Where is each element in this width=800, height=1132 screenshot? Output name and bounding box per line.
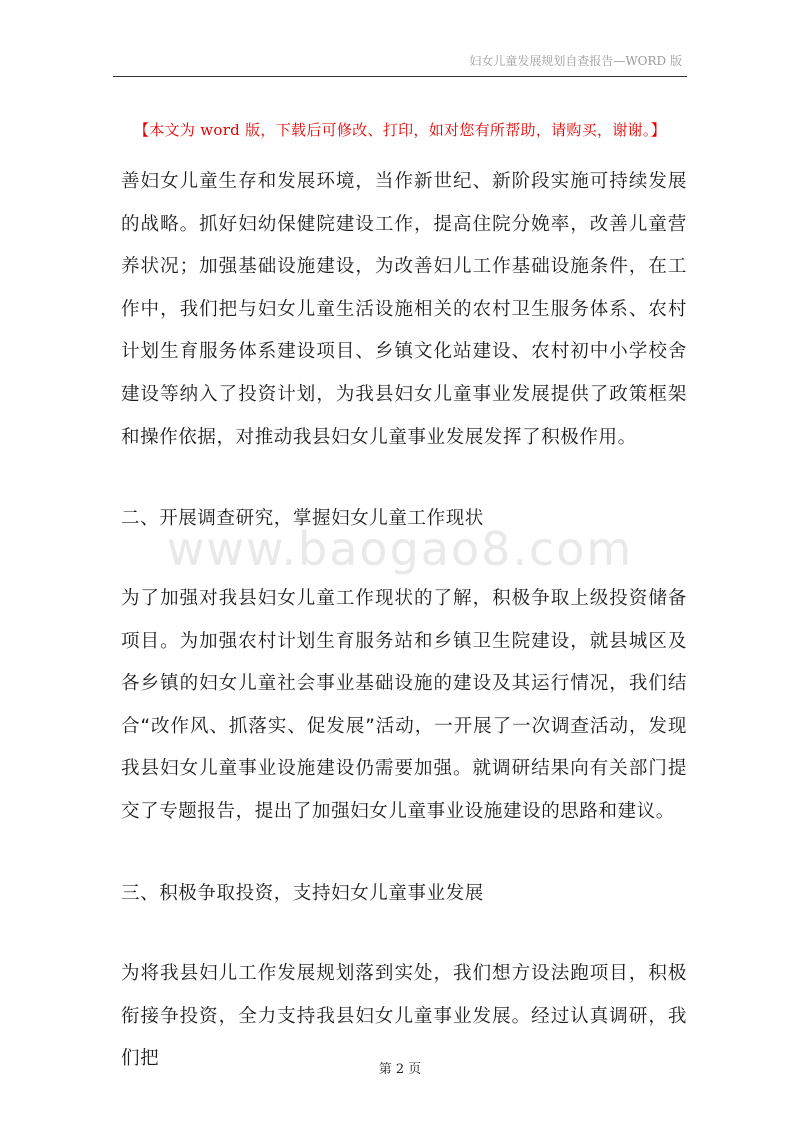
body-paragraph-1: 善妇女儿童生存和发展环境，当作新世纪、新阶段实施可持续发展的战略。抓好妇幼保健院建设工作，提高住院分娩率，改善儿童营养状况；加强基础设施建设，为改善妇儿工作基础设施条件，在工作中，我们把与妇女儿童生活设施相关的农村卫生服务体系、农村计划生育服务体系建设项目、乡镇文化站建设、农村初中小学校舍建设等纳入了投资计划，为我县妇女儿童事业发展提供了政策框架和操作依据，对推动我县妇女儿童事业发展发挥了积极作用。 <box>121 171 687 448</box>
section-heading-2: 二、开展调查研究，掌握妇女儿童工作现状 <box>121 508 484 529</box>
document-header-title: 妇女儿童发展规划自查报告—WORD 版 <box>469 54 682 68</box>
watermark: www.baogao8.com <box>166 522 634 576</box>
header-divider <box>113 76 687 77</box>
section-heading-3: 三、积极争取投资，支持妇女儿童事业发展 <box>121 883 484 904</box>
body-paragraph-3: 为将我县妇儿工作发展规划落到实处，我们想方设法跑项目，积极衔接争投资，全力支持我县妇女儿童事业发展。经过认真调研，我们把 <box>121 963 687 1070</box>
download-notice: 【本文为 word 版，下载后可修改、打印，如对您有所帮助，请购买，谢谢。】 <box>133 121 667 139</box>
page-number: 第 2 页 <box>378 1062 422 1077</box>
body-paragraph-2: 为了加强对我县妇女儿童工作现状的了解，积极争取上级投资储备项目。为加强农村计划生育服务站和乡镇卫生院建设，就县城区及各乡镇的妇女儿童社会事业基础设施的建设及其运行情况，我们结合“改作风、抓落实、促发展”活动，一开展了一次调查活动，发现我县妇女儿童事业设施建设仍需要加强。就调研结果向有关部门提交了专题报告，提出了加强妇女儿童事业设施建设的思路和建议。 <box>121 588 687 822</box>
